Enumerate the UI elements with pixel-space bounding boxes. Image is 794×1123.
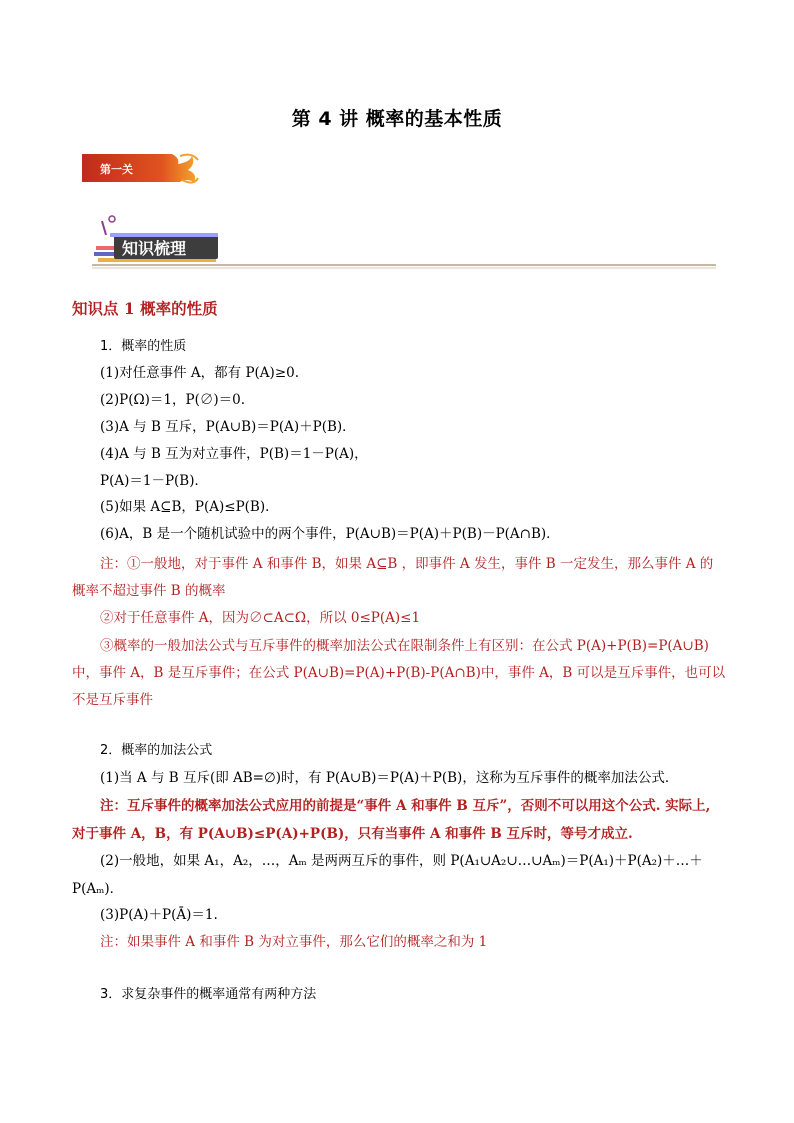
- addition-formula-3: (3)P(A)＋P(Ā)＝1.: [100, 907, 218, 923]
- property-2: (2)P(Ω)＝1，P(∅)＝0.: [100, 392, 246, 408]
- complement-note: 注：如果事件 A 和事件 B 为对立事件，那么它们的概率之和为 1: [100, 934, 488, 950]
- property-5: (5)如果 A⊆B，P(A)≤P(B)．: [100, 499, 279, 515]
- kp1-heading: 知识点 1 概率的性质: [72, 299, 218, 318]
- section-2-title: 2．概率的加法公式: [100, 743, 213, 758]
- knowledge-banner: [90, 213, 720, 273]
- property-4: (4)A 与 B 互为对立事件，P(B)＝1－P(A)，: [100, 446, 368, 462]
- addition-formula-2: (2)一般地，如果 A₁，A₂，…，Aₘ 是两两互斥的事件，则 P(A₁∪A₂∪…∪Aₘ)＝P(A₁)＋P(A₂)＋…＋: [100, 853, 703, 869]
- note-3-line-2: 中，事件 A，B 是互斥事件；在公式 P(A∪B)=P(A)+P(B)-P(A∩B)中，事件 A，B 可以是互斥事件，也可以: [72, 665, 726, 681]
- banner-knowledge-text: 知识梳理: [122, 239, 187, 258]
- addition-note-line-1: 注：互斥事件的概率加法公式应用的前提是“事件 A 和事件 B 互斥”，否则不可以用这个公式. 实际上,: [100, 798, 711, 814]
- page-title: 第 4 讲 概率的基本性质: [291, 108, 503, 130]
- property-3: (3)A 与 B 互斥，P(A∪B)＝P(A)＋P(B)．: [100, 419, 356, 435]
- section-banner: [80, 150, 200, 190]
- property-1: (1)对任意事件 A，都有 P(A)≥0.: [100, 365, 300, 381]
- property-4-continued: P(A)＝1－P(B)．: [100, 473, 208, 489]
- property-6: (6)A，B 是一个随机试验中的两个事件，P(A∪B)＝P(A)＋P(B)－P(A∩B)．: [100, 526, 560, 542]
- addition-note-line-2: 对于事件 A，B，有 P(A∪B)≤P(A)+P(B)，只有当事件 A 和事件 B 互斥时，等号才成立.: [72, 826, 633, 842]
- addition-formula-2-continued: P(Aₘ)．: [72, 881, 124, 897]
- banner-section-text: 第一关: [100, 163, 133, 176]
- note-2: ②对于任意事件 A，因为∅⊂A⊂Ω，所以 0≤P(A)≤1: [100, 610, 421, 626]
- note-1-line-1: 注：①一般地，对于事件 A 和事件 B，如果 A⊆B ，即事件 A 发生，事件 B 一定发生，那么事件 A 的: [100, 556, 714, 572]
- note-1-line-2: 概率不超过事件 B 的概率: [72, 583, 226, 599]
- note-3-line-3: 不是互斥事件: [72, 692, 153, 708]
- section-3-title: 3．求复杂事件的概率通常有两种方法: [100, 987, 317, 1002]
- section-1-title: 1．概率的性质: [100, 339, 187, 354]
- note-3-line-1: ③概率的一般加法公式与互斥事件的概率加法公式在限制条件上有区别：在公式 P(A)+P(B)=P(A∪B): [100, 638, 709, 654]
- addition-formula-1: (1)当 A 与 B 互斥(即 AB=∅)时，有 P(A∪B)＝P(A)＋P(B)，这称为互斥事件的概率加法公式．: [100, 770, 679, 786]
